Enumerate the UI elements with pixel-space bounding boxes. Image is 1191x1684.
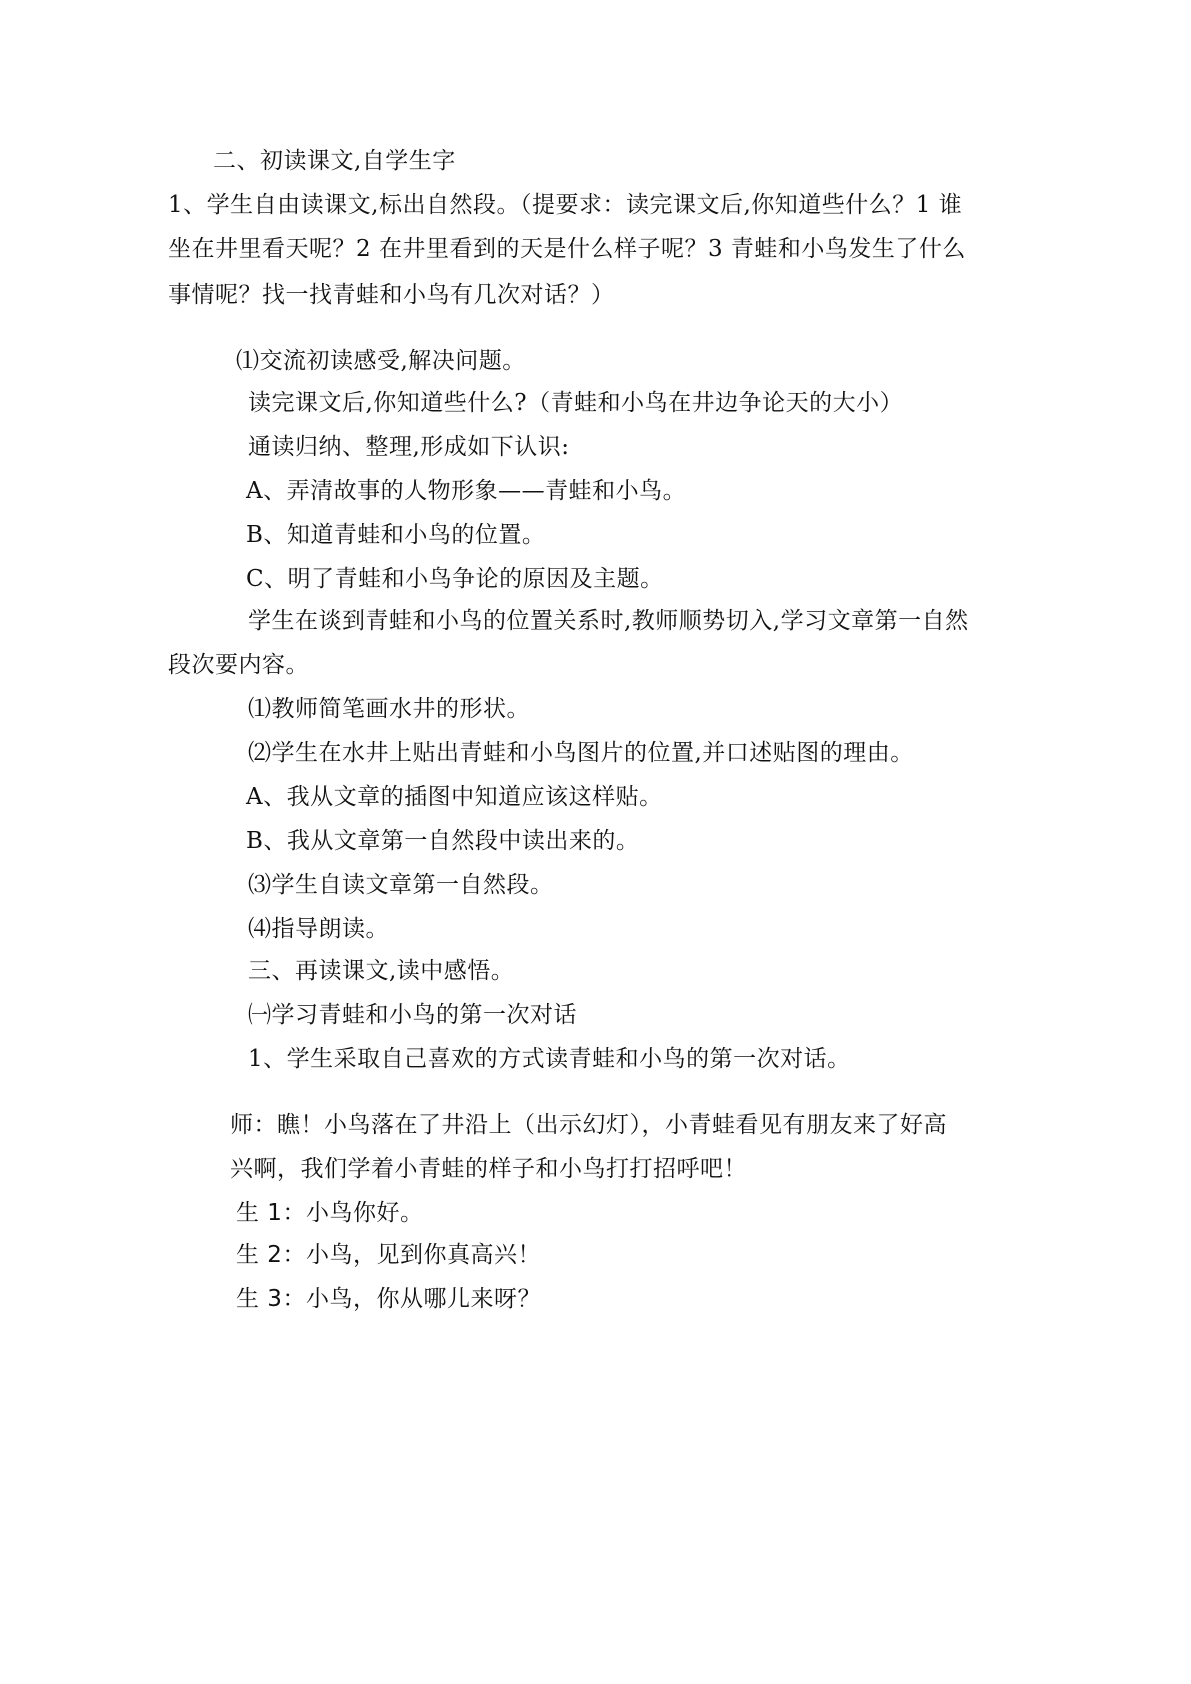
step-2-reason-a: A、我从文章的插图中知道应该这样贴。	[246, 784, 663, 810]
task-1-line-1: 1、学生自由读课文,标出自然段。（提要求：读完课文后,你知道些什么？1 谁	[168, 192, 963, 218]
position-line-1: 学生在谈到青蛙和小鸟的位置关系时,教师顺势切入,学习文章第一自然	[248, 608, 969, 634]
task-1-line-3: 事情呢？找一找青蛙和小鸟有几次对话？）	[168, 282, 615, 308]
teacher-line-2: 兴啊，我们学着小青蛙的样子和小鸟打打招呼吧！	[230, 1156, 747, 1182]
summary-item-c: C、明了青蛙和小鸟争论的原因及主题。	[246, 566, 664, 592]
step-4: ⑷指导朗读。	[248, 916, 389, 942]
section-3-heading: 三、再读课文,读中感悟。	[248, 958, 515, 984]
summary-intro: 通读归纳、整理,形成如下认识:	[248, 434, 570, 460]
task-1-line-2: 坐在井里看天呢？2 在井里看到的天是什么样子呢？3 青蛙和小鸟发生了什么	[168, 236, 966, 262]
exchange-question: 读完课文后,你知道些什么?（青蛙和小鸟在井边争论天的大小）	[248, 390, 904, 416]
student-line-3: 生 3：小鸟，你从哪儿来呀？	[236, 1286, 541, 1312]
summary-item-a: A、弄清故事的人物形象——青蛙和小鸟。	[246, 478, 687, 504]
student-line-2: 生 2：小鸟，见到你真高兴！	[236, 1242, 541, 1268]
dialogue-1-heading: ㈠学习青蛙和小鸟的第一次对话	[248, 1002, 577, 1028]
teacher-line-1: 师：瞧！小鸟落在了井沿上（出示幻灯），小青蛙看见有朋友来了好高	[230, 1112, 947, 1138]
exchange-heading: ⑴交流初读感受,解决问题。	[236, 348, 526, 374]
position-line-2: 段次要内容。	[168, 652, 309, 678]
step-2-reason-b: B、我从文章第一自然段中读出来的。	[246, 828, 640, 854]
step-1: ⑴教师简笔画水井的形状。	[248, 696, 530, 722]
step-3: ⑶学生自读文章第一自然段。	[248, 872, 554, 898]
step-2: ⑵学生在水井上贴出青蛙和小鸟图片的位置,并口述贴图的理由。	[248, 740, 914, 766]
section-2-heading: 二、初读课文,自学生字	[213, 148, 456, 174]
summary-item-b: B、知道青蛙和小鸟的位置。	[246, 522, 546, 548]
student-line-1: 生 1：小鸟你好。	[236, 1200, 424, 1226]
dialogue-1-task: 1、学生采取自己喜欢的方式读青蛙和小鸟的第一次对话。	[248, 1046, 851, 1072]
